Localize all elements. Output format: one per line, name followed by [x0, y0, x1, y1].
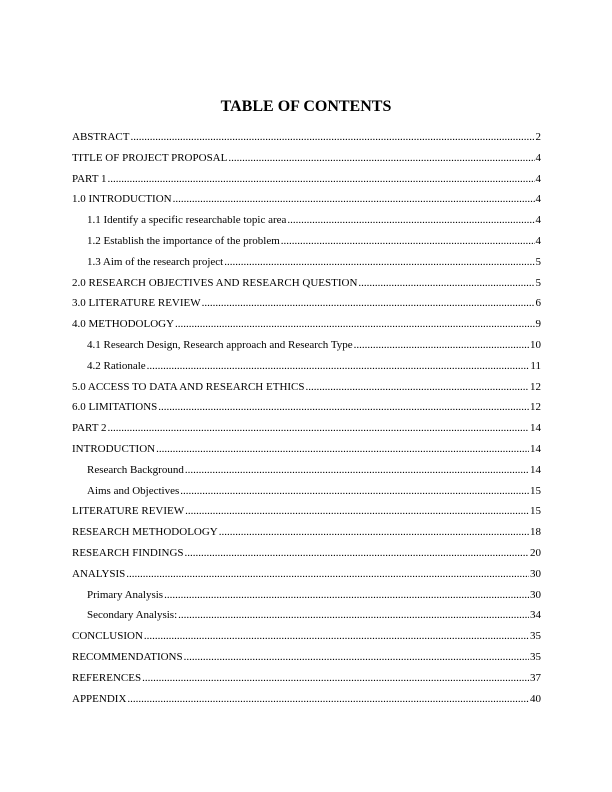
- toc-page-number: 14: [530, 463, 541, 476]
- toc-entry-title: Aims and Objectives: [87, 484, 180, 497]
- toc-entry-title: ABSTRACT: [72, 131, 130, 143]
- toc-dot-leader: [202, 297, 535, 310]
- toc-dot-leader: [185, 464, 529, 477]
- toc-entry-title: 6.0 LIMITATIONS: [72, 401, 158, 414]
- toc-entry[interactable]: [72, 547, 541, 568]
- toc-page-number: 30: [530, 588, 541, 601]
- toc-dot-leader: [142, 672, 529, 685]
- toc-entry-title: ANALYSIS: [72, 567, 126, 580]
- toc-entry-title: 5.0 ACCESS TO DATA AND RESEARCH ETHICS: [72, 380, 305, 393]
- toc-entry[interactable]: [72, 193, 541, 214]
- toc-entry[interactable]: [72, 443, 541, 464]
- toc-page-number: 2: [535, 131, 541, 143]
- toc-dot-leader: [156, 443, 529, 456]
- toc-page-number: 12: [530, 380, 541, 393]
- toc-entry-title: TITLE OF PROJECT PROPOSAL: [72, 151, 228, 164]
- toc-page-number: 35: [530, 650, 541, 663]
- toc-dot-leader: [175, 318, 534, 331]
- toc-dot-leader: [306, 381, 529, 394]
- toc-page-number: 5: [535, 276, 541, 289]
- toc-dot-leader: [127, 693, 529, 706]
- toc-page-number: 15: [530, 484, 541, 497]
- toc-entry[interactable]: [72, 568, 541, 589]
- toc-page-number: 5: [535, 255, 541, 268]
- toc-dot-leader: [144, 630, 529, 643]
- toc-entry-title: 4.0 METHODOLOGY: [72, 318, 175, 331]
- toc-entry[interactable]: [72, 672, 541, 693]
- toc-page-number: 11: [530, 359, 541, 372]
- toc-dot-leader: [358, 277, 534, 290]
- toc-entry[interactable]: [72, 256, 541, 277]
- toc-entry-title: INTRODUCTION: [72, 442, 156, 455]
- toc-entry[interactable]: [72, 526, 541, 547]
- toc-dot-leader: [108, 422, 530, 435]
- toc-entry[interactable]: [72, 297, 541, 318]
- toc-entry[interactable]: [72, 630, 541, 651]
- toc-heading: TABLE OF CONTENTS: [220, 98, 392, 115]
- toc-dot-leader: [108, 173, 535, 186]
- toc-entry-title: 3.0 LITERATURE REVIEW: [72, 297, 201, 310]
- toc-dot-leader: [287, 214, 534, 227]
- toc-page-number: 10: [530, 338, 541, 351]
- toc-entry[interactable]: [72, 152, 541, 173]
- toc-entry-title: 4.2 Rationale: [87, 359, 146, 372]
- toc-page-number: 14: [530, 422, 541, 435]
- toc-dot-leader: [281, 235, 535, 248]
- toc-dot-leader: [126, 568, 529, 581]
- toc-entry[interactable]: [72, 651, 541, 672]
- toc-entry-title: RECOMMENDATIONS: [72, 650, 183, 663]
- toc-entry-title: 2.0 RESEARCH OBJECTIVES AND RESEARCH QUESTION: [72, 276, 358, 289]
- toc-dot-leader: [130, 131, 534, 144]
- toc-entry-title: CONCLUSION: [72, 630, 143, 643]
- toc-entry[interactable]: [72, 173, 541, 194]
- toc-entry[interactable]: [72, 422, 541, 443]
- toc-entry[interactable]: [72, 693, 541, 714]
- toc-page-number: 14: [530, 442, 541, 455]
- toc-entry[interactable]: [72, 318, 541, 339]
- toc-dot-leader: [180, 485, 529, 498]
- toc-entry-title: Primary Analysis: [87, 588, 164, 601]
- toc-dot-leader: [184, 651, 529, 664]
- toc-entry[interactable]: [72, 485, 541, 506]
- toc-dot-leader: [158, 401, 529, 414]
- toc-page-number: 15: [530, 505, 541, 518]
- toc-dot-leader: [219, 526, 529, 539]
- toc-page-number: 4: [535, 234, 541, 247]
- toc-entry-title: 1.2 Establish the importance of the problem: [87, 234, 280, 247]
- toc-page-number: 40: [530, 692, 541, 705]
- toc-entry-title: APPENDIX: [72, 692, 127, 705]
- toc-entry[interactable]: [72, 505, 541, 526]
- toc-entry-title: 1.3 Aim of the research project: [87, 255, 224, 268]
- toc-page-number: 35: [530, 630, 541, 643]
- toc-page-number: 4: [535, 193, 541, 206]
- toc-page-number: 4: [535, 172, 541, 185]
- toc-page-number: 4: [535, 151, 541, 164]
- toc-entry[interactable]: [72, 214, 541, 235]
- toc-page-number: 12: [530, 401, 541, 414]
- toc-dot-leader: [173, 193, 535, 206]
- toc-entry[interactable]: [72, 589, 541, 610]
- toc-entry-title: REFERENCES: [72, 671, 142, 684]
- toc-entry-title: PART 1: [72, 172, 107, 185]
- toc-dot-leader: [164, 589, 529, 602]
- toc-page-number: 4: [535, 214, 541, 227]
- toc-page-number: 30: [530, 567, 541, 580]
- toc-entry[interactable]: [72, 609, 541, 630]
- toc-entry-title: Research Background: [87, 463, 184, 476]
- toc-page-number: 37: [530, 671, 541, 684]
- toc-dot-leader: [354, 339, 529, 352]
- toc-page-number: 9: [535, 318, 541, 331]
- toc-page-number: 34: [530, 609, 541, 622]
- toc-entry-title: PART 2: [72, 422, 107, 435]
- toc-dot-leader: [185, 547, 529, 560]
- toc-dot-leader: [178, 609, 529, 622]
- toc-entry-title: 4.1 Research Design, Research approach and Research Type: [87, 338, 353, 351]
- toc-entry-title: RESEARCH METHODOLOGY: [72, 526, 218, 539]
- toc-entry[interactable]: [72, 131, 541, 152]
- toc-entry[interactable]: [72, 401, 541, 422]
- toc-entry[interactable]: [72, 381, 541, 402]
- toc-entry-title: 1.0 INTRODUCTION: [72, 193, 172, 206]
- toc-dot-leader: [224, 256, 534, 269]
- toc-entry[interactable]: [72, 235, 541, 256]
- toc-entry-title: Secondary Analysis:: [87, 609, 178, 622]
- toc-page-number: 20: [530, 546, 541, 559]
- toc-dot-leader: [228, 152, 534, 165]
- toc-dot-leader: [147, 360, 530, 373]
- toc-entry[interactable]: [72, 360, 541, 381]
- toc-entry[interactable]: [72, 339, 541, 360]
- toc-entry-title: LITERATURE REVIEW: [72, 505, 185, 518]
- toc-list: [72, 131, 541, 713]
- toc-entry-title: RESEARCH FINDINGS: [72, 546, 184, 559]
- toc-entry-title: 1.1 Identify a specific researchable topic area: [87, 214, 287, 227]
- toc-dot-leader: [185, 505, 529, 518]
- toc-entry[interactable]: [72, 464, 541, 485]
- toc-page-number: 18: [530, 526, 541, 539]
- toc-entry[interactable]: [72, 277, 541, 298]
- toc-page-number: 6: [535, 297, 541, 310]
